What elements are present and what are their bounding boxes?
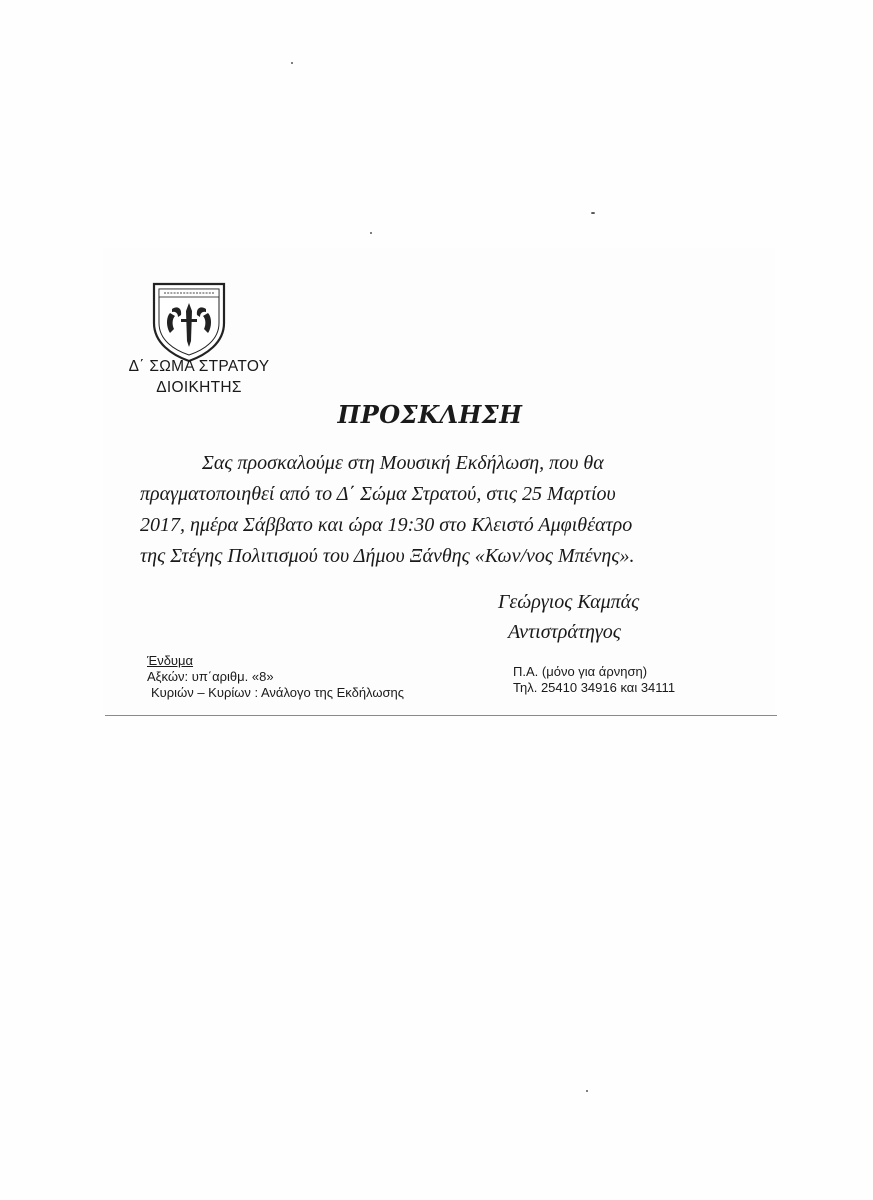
signatory-name: Γεώργιος Καμπάς: [498, 591, 640, 613]
body-line: 2017, ημέρα Σάββατο και ώρα 19:30 στο Κλειστό Αμφιθέατρο: [140, 514, 633, 536]
invitation-body: [140, 448, 720, 572]
dress-code-heading: Ένδυμα: [147, 653, 194, 668]
unit-name: Δ΄ ΣΩΜΑ ΣΤΡΑΤΟΥ: [128, 358, 270, 375]
scan-speck: [370, 232, 372, 234]
body-line: της Στέγης Πολιτισμού του Δήμου Ξάνθης «Κων/νος Μπένης».: [140, 545, 635, 567]
invitation-title: ΠΡΟΣΚΛΗΣΗ: [337, 400, 523, 429]
dress-code-guests: Κυριών – Κυρίων : Ανάλογο της Εκδήλωσης: [151, 685, 405, 700]
body-line: Σας προσκαλούμε στη Μουσική Εκδήλωση, που θα: [202, 452, 604, 474]
scan-speck: [586, 1090, 588, 1092]
rsvp-phone: Τηλ. 25410 34916 και 34111: [513, 680, 676, 695]
scan-speck: [591, 212, 595, 214]
scan-speck: [291, 62, 293, 64]
unit-role: ΔΙΟΙΚΗΤΗΣ: [156, 379, 242, 396]
shield-emblem-icon: [148, 279, 230, 363]
dress-code-officers: Αξκών: υπ΄αριθμ. «8»: [147, 669, 274, 684]
rsvp-note: Π.Α. (μόνο για άρνηση): [513, 664, 648, 679]
body-line: πραγματοποιηθεί από το Δ΄ Σώμα Στρατού, στις 25 Μαρτίου: [140, 483, 616, 505]
card-bottom-edge: [105, 715, 777, 716]
signatory-rank: Αντιστράτηγος: [508, 621, 621, 643]
